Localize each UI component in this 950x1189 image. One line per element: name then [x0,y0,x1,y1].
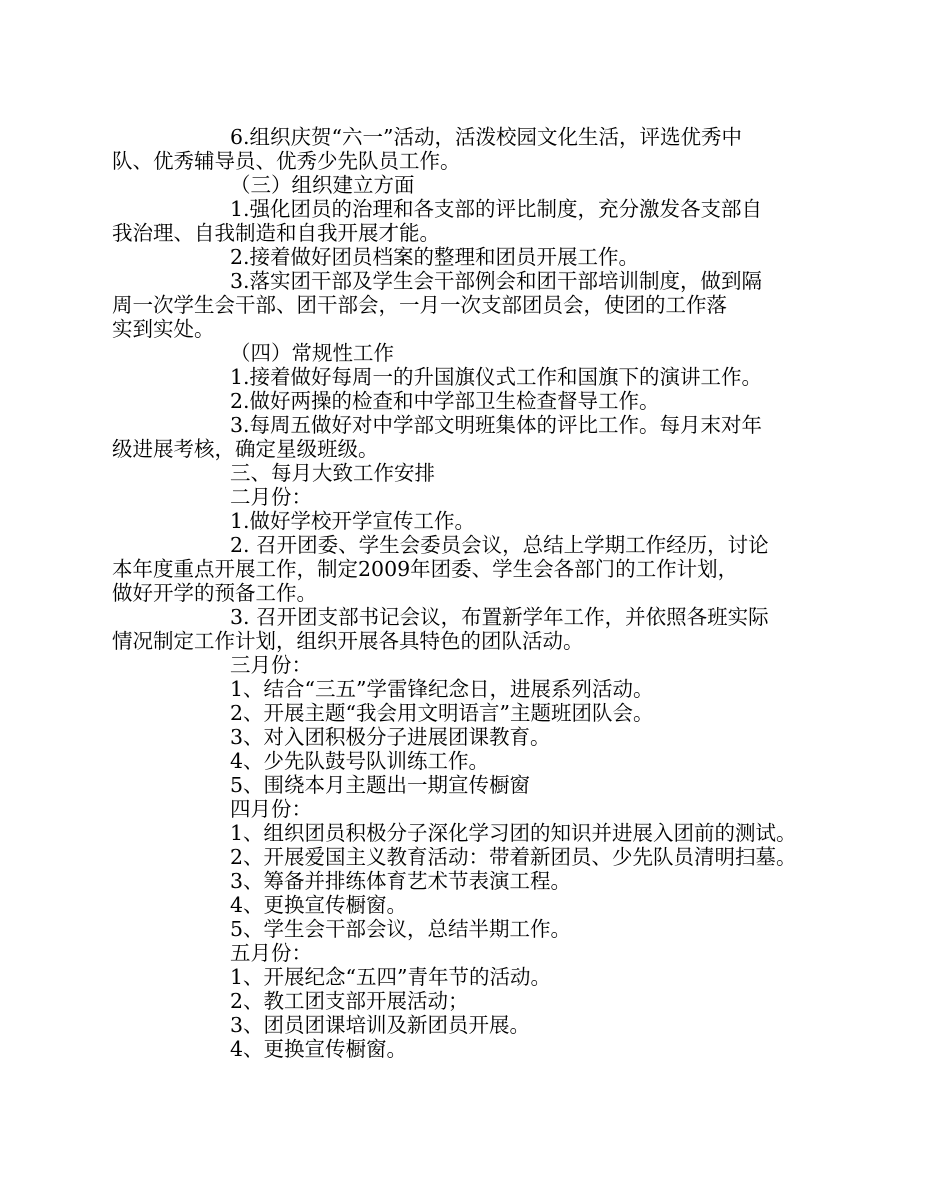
list-item: 1、结合“三五”学雷锋纪念日，进展系列活动。 [230,677,654,701]
list-item: 2、开展爱国主义教育活动：带着新团员、少先队员清明扫墓。 [230,845,797,869]
section-heading: （四）常规性工作 [230,341,394,365]
list-item: 4、更换宣传橱窗。 [230,893,408,917]
month-heading: 四月份： [230,797,312,821]
month-heading: 二月份： [230,485,312,509]
section-heading: （三）组织建立方面 [230,173,415,197]
paragraph-line: 1.强化团员的治理和各支部的评比制度，充分激发各支部自 [230,197,763,221]
list-item: 5、围绕本月主题出一期宣传橱窗 [230,773,531,797]
paragraph-line: 本年度重点开展工作，制定2009年团委、学生会各部门的工作计划， [112,557,739,581]
paragraph-line: 级进展考核，确定星级班级。 [112,437,379,461]
paragraph-line: 我治理、自我制造和自我开展才能。 [112,221,440,245]
paragraph-line: 6.组织庆贺“六一”活动，活泼校园文化生活，评选优秀中 [230,125,743,149]
paragraph-line: 队、优秀辅导员、优秀少先队员工作。 [112,149,461,173]
list-item: 4、少先队鼓号队训练工作。 [230,749,490,773]
paragraph-line: 1.接着做好每周一的升国旗仪式工作和国旗下的演讲工作。 [230,365,763,389]
list-item: 1、开展纪念“五四”青年节的活动。 [230,965,552,989]
paragraph-line: 3.落实团干部及学生会干部例会和团干部培训制度，做到隔 [230,269,763,293]
list-item: 1.做好学校开学宣传工作。 [230,509,476,533]
month-heading: 五月份： [230,941,312,965]
paragraph-line: 情况制定工作计划，组织开展各具特色的团队活动。 [112,629,584,653]
paragraph-line: 做好开学的预备工作。 [112,581,317,605]
list-item: 2、开展主题“我会用文明语言”主题班团队会。 [230,701,654,725]
list-item: 3. 召开团支部书记会议，布置新学年工作，并依照各班实际 [230,605,769,629]
paragraph-line: 实到实处。 [112,317,215,341]
list-item: 3、团员团课培训及新团员开展。 [230,1013,531,1037]
month-heading: 三月份： [230,653,312,677]
list-item: 3、筹备并排练体育艺术节表演工程。 [230,869,572,893]
list-item: 5、学生会干部会议，总结半期工作。 [230,917,572,941]
paragraph-line: 2.做好两操的检查和中学部卫生检查督导工作。 [230,389,660,413]
section-heading: 三、每月大致工作安排 [230,461,435,485]
list-item: 2、教工团支部开展活动； [230,989,469,1013]
paragraph-line: 周一次学生会干部、团干部会，一月一次支部团员会，使团的工作落 [112,293,727,317]
list-item: 1、组织团员积极分子深化学习团的知识并进展入团前的测试。 [230,821,797,845]
list-item: 3、对入团积极分子进展团课教育。 [230,725,551,749]
list-item: 4、更换宣传橱窗。 [230,1037,408,1061]
list-item: 2. 召开团委、学生会委员会议，总结上学期工作经历，讨论 [230,533,769,557]
paragraph-line: 2.接着做好团员档案的整理和团员开展工作。 [230,245,640,269]
paragraph-line: 3.每周五做好对中学部文明班集体的评比工作。每月末对年 [230,413,763,437]
